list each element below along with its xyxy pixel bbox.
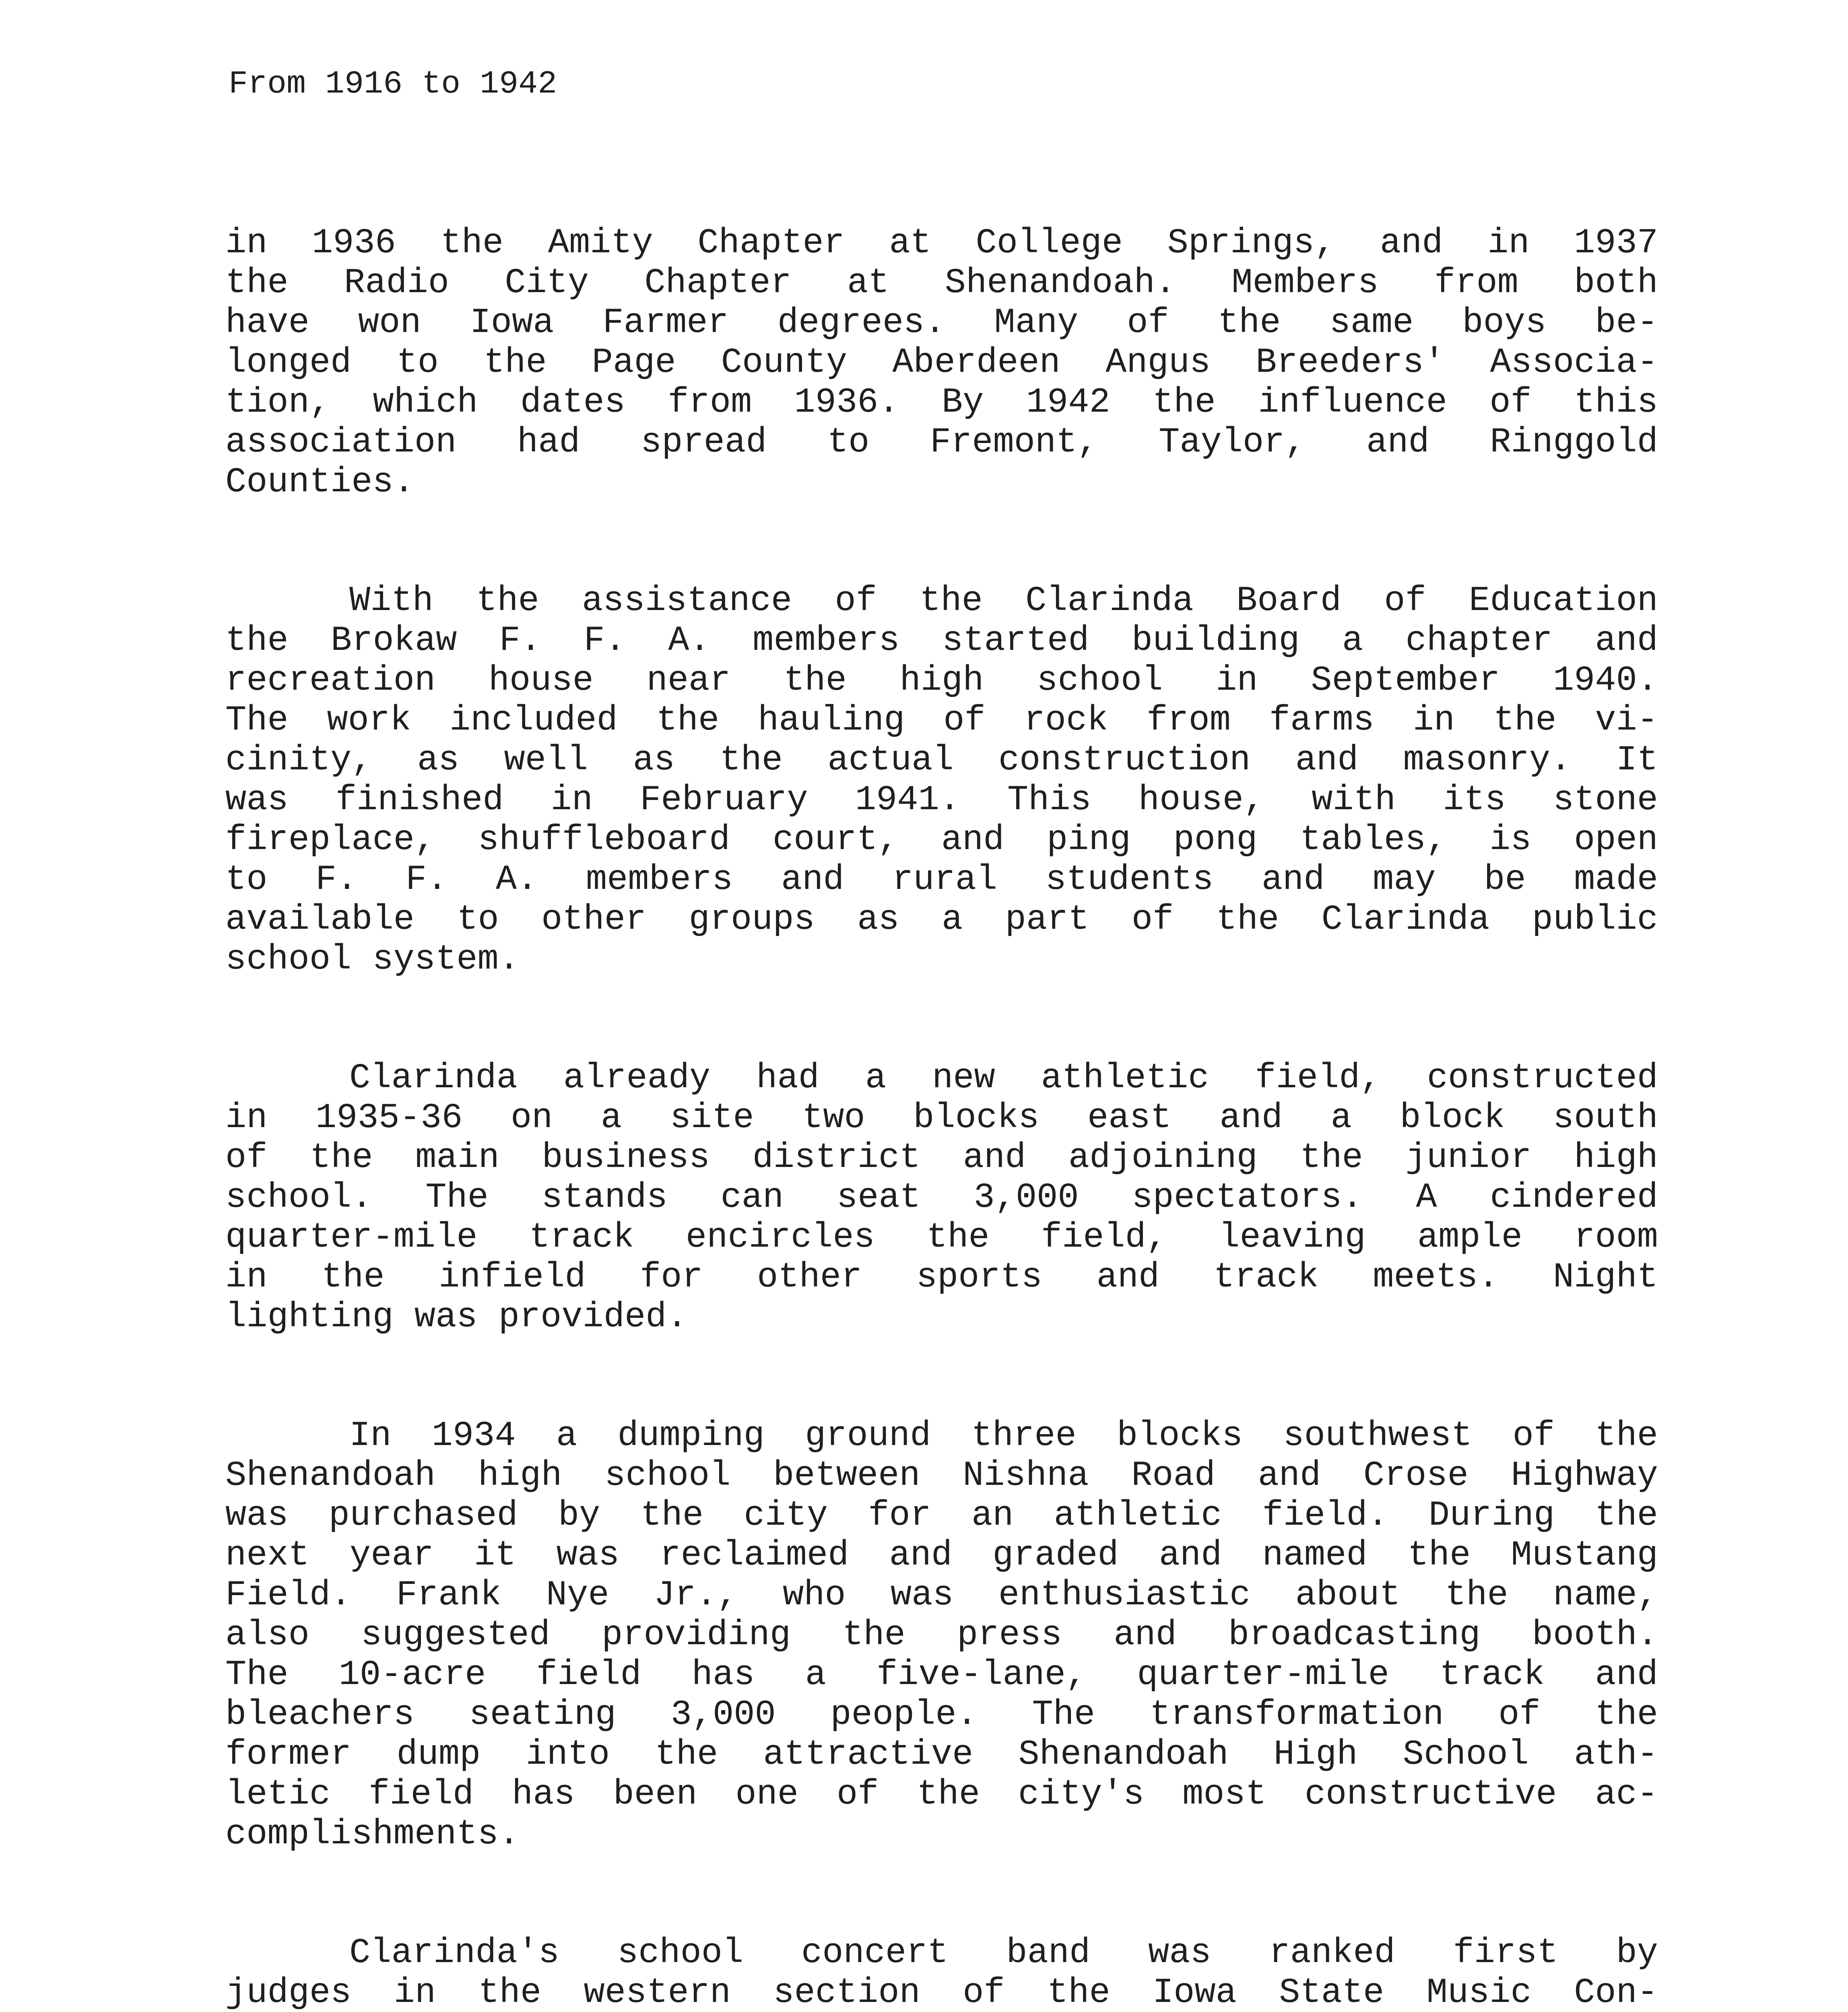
running-head: From 1916 to 1942 (229, 66, 557, 103)
text-line: tion, which dates from 1936. By 1942 the influence of this (225, 383, 1658, 423)
text-line: former dump into the attractive Shenandoah High School ath- (225, 1735, 1658, 1775)
text-line: Clarinda already had a new athletic field, constructed (349, 1059, 1658, 1098)
text-line: bleachers seating 3,000 people. The transformation of the (225, 1695, 1658, 1735)
text-line: longed to the Page County Aberdeen Angus Breeders' Associa- (225, 343, 1658, 383)
text-line: complishments. (225, 1815, 520, 1854)
paragraph-concert-band (225, 1934, 1658, 2012)
text-line: to F. F. A. members and rural students and may be made (225, 860, 1658, 900)
text-line: lighting was provided. (225, 1298, 688, 1337)
text-line: Counties. (225, 463, 415, 502)
text-line: have won Iowa Farmer degrees. Many of the same boys be- (225, 303, 1658, 343)
paragraph-clarinda-athletic-field (225, 1059, 1658, 1338)
text-line: quarter-mile track encircles the field, leaving ample room (225, 1218, 1658, 1258)
text-line: Clarinda's school concert band was ranked first by (349, 1934, 1658, 1973)
text-line: next year it was reclaimed and graded and named the Mustang (225, 1536, 1658, 1575)
text-line: cinity, as well as the actual construction and masonry. It (225, 741, 1658, 780)
text-line: was purchased by the city for an athletic field. During the (225, 1496, 1658, 1536)
text-line: judges in the western section of the Iowa State Music Con- (225, 1973, 1658, 2012)
text-line: of the main business district and adjoining the junior high (225, 1138, 1658, 1178)
paragraph-recreation-house (225, 581, 1658, 980)
text-line: The work included the hauling of rock from farms in the vi- (225, 701, 1658, 740)
paragraph-amity-chapter (225, 224, 1658, 503)
text-line: the Radio City Chapter at Shenandoah. Members from both (225, 264, 1658, 303)
text-line: In 1934 a dumping ground three blocks southwest of the (349, 1416, 1658, 1456)
text-line: was finished in February 1941. This house, with its stone (225, 781, 1658, 820)
text-line: Field. Frank Nye Jr., who was enthusiastic about the name, (225, 1576, 1658, 1615)
text-line: in 1936 the Amity Chapter at College Springs, and in 1937 (225, 224, 1658, 263)
text-line: the Brokaw F. F. A. members started building a chapter and (225, 621, 1658, 661)
text-line: With the assistance of the Clarinda Board of Education (349, 581, 1658, 621)
text-line: in the infield for other sports and track meets. Night (225, 1258, 1658, 1297)
text-line: letic field has been one of the city's most constructive ac- (225, 1775, 1658, 1814)
text-line: in 1935-36 on a site two blocks east and a block south (225, 1099, 1658, 1138)
text-line: association had spread to Fremont, Taylor, and Ringgold (225, 423, 1658, 462)
text-line: available to other groups as a part of the Clarinda public (225, 900, 1658, 940)
text-line: Shenandoah high school between Nishna Road and Crose Highway (225, 1456, 1658, 1496)
text-line: school. The stands can seat 3,000 spectators. A cindered (225, 1178, 1658, 1218)
text-line: recreation house near the high school in September 1940. (225, 661, 1658, 701)
text-line: also suggested providing the press and broadcasting booth. (225, 1616, 1658, 1655)
text-line: school system. (225, 940, 520, 979)
text-line: The 10-acre field has a five-lane, quarter-mile track and (225, 1655, 1658, 1695)
text-line: fireplace, shuffleboard court, and ping pong tables, is open (225, 820, 1658, 860)
body-text (225, 224, 1658, 2012)
paragraph-mustang-field (225, 1416, 1658, 1855)
